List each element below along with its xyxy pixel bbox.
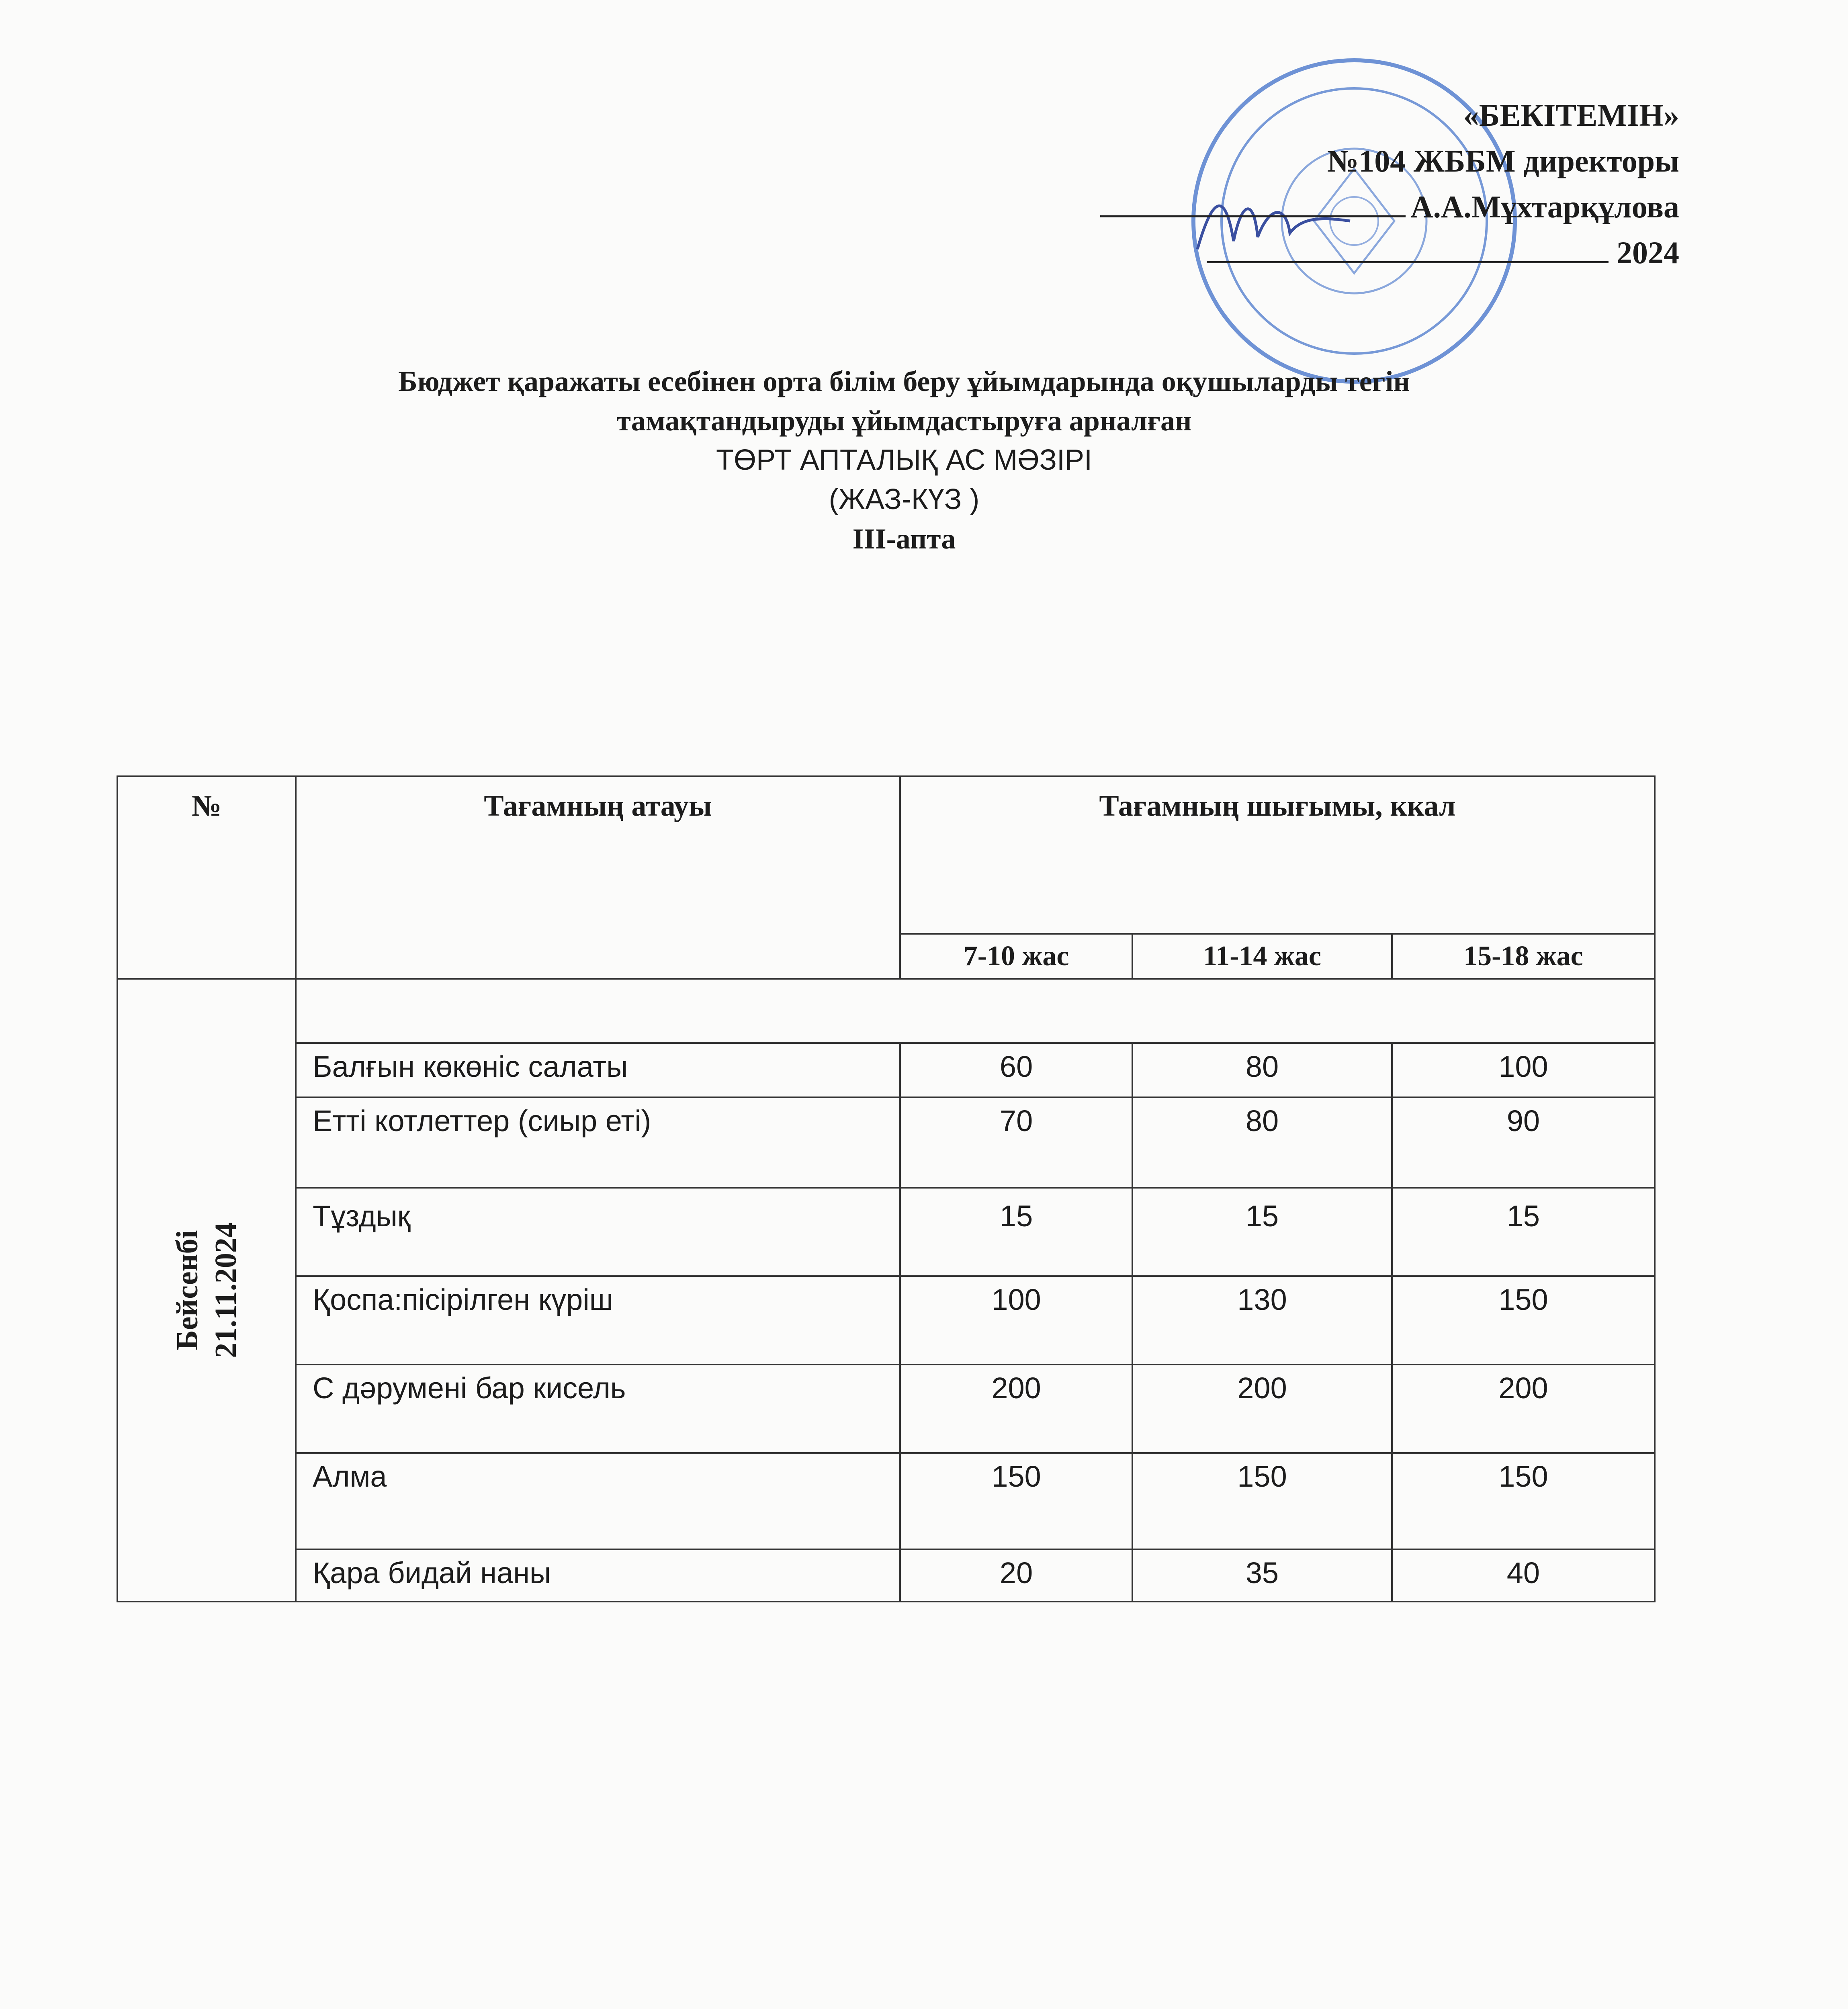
header-age-group: 7-10 жас xyxy=(900,934,1132,979)
table-row xyxy=(117,1188,1655,1276)
day-label xyxy=(168,1222,245,1358)
empty-row xyxy=(296,979,1655,1043)
dish-value: 200 xyxy=(1392,1365,1655,1453)
day-name: Бейсенбі xyxy=(170,1230,204,1350)
dish-value: 130 xyxy=(1132,1276,1392,1365)
dish-value: 150 xyxy=(1392,1453,1655,1549)
day-cell xyxy=(117,979,296,1602)
dish-value: 60 xyxy=(900,1043,1132,1097)
heading-line-5: III-апта xyxy=(852,523,956,555)
dish-value: 150 xyxy=(1392,1276,1655,1365)
table-row xyxy=(117,1365,1655,1453)
dish-name: С дәрумені бар кисель xyxy=(296,1365,900,1453)
document-heading xyxy=(121,362,1688,559)
heading-line-3: ТӨРТ АПТАЛЫҚ АС МӘЗІРІ xyxy=(716,444,1092,476)
day-date: 21.11.2024 xyxy=(209,1222,243,1358)
dish-name: Алма xyxy=(296,1453,900,1549)
dish-name: Етті котлеттер (сиыр еті) xyxy=(296,1097,900,1188)
dish-value: 40 xyxy=(1392,1549,1655,1602)
table-row xyxy=(117,979,1655,1043)
table-row xyxy=(117,1549,1655,1602)
header-yield: Тағамның шығымы, ккал xyxy=(900,776,1655,934)
menu-table xyxy=(117,775,1656,1602)
approval-year: 2024 xyxy=(1617,235,1679,270)
approval-date-line xyxy=(996,230,1679,276)
dish-value: 200 xyxy=(1132,1365,1392,1453)
header-age-group: 15-18 жас xyxy=(1392,934,1655,979)
heading-line-2: тамақтандыруды ұйымдастыруға арналған xyxy=(616,405,1192,437)
dish-value: 35 xyxy=(1132,1549,1392,1602)
dish-name: Қоспа:пісірілген күріш xyxy=(296,1276,900,1365)
approval-block xyxy=(996,92,1679,276)
dish-value: 200 xyxy=(900,1365,1132,1453)
dish-value: 100 xyxy=(900,1276,1132,1365)
approval-name: А.А.Мұхтарқұлова xyxy=(1410,189,1679,224)
dish-value: 70 xyxy=(900,1097,1132,1188)
table-row xyxy=(117,1097,1655,1188)
table-row xyxy=(117,1043,1655,1097)
dish-value: 15 xyxy=(1132,1188,1392,1276)
heading-line-1: Бюджет қаражаты есебінен орта білім беру ұйымдарында оқушыларды тегін xyxy=(398,365,1410,397)
dish-name: Қара бидай наны xyxy=(296,1549,900,1602)
header-number: № xyxy=(117,776,296,979)
table-row xyxy=(117,1276,1655,1365)
heading-line-4: (ЖАЗ-КҮЗ ) xyxy=(829,483,980,516)
dish-value: 80 xyxy=(1132,1043,1392,1097)
dish-name: Тұздық xyxy=(296,1188,900,1276)
dish-value: 90 xyxy=(1392,1097,1655,1188)
dish-value: 15 xyxy=(1392,1188,1655,1276)
approval-title: «БЕКІТЕМІН» xyxy=(1463,98,1679,133)
table-row xyxy=(117,1453,1655,1549)
dish-value: 20 xyxy=(900,1549,1132,1602)
approval-name-line xyxy=(996,184,1679,230)
dish-value: 80 xyxy=(1132,1097,1392,1188)
header-dish-name: Тағамның атауы xyxy=(296,776,900,979)
dish-value: 15 xyxy=(900,1188,1132,1276)
approval-position: №104 ЖББМ директоры xyxy=(1327,143,1679,178)
dish-value: 150 xyxy=(1132,1453,1392,1549)
dish-value: 150 xyxy=(900,1453,1132,1549)
dish-value: 100 xyxy=(1392,1043,1655,1097)
header-age-group: 11-14 жас xyxy=(1132,934,1392,979)
dish-name: Балғын көкөніс салаты xyxy=(296,1043,900,1097)
